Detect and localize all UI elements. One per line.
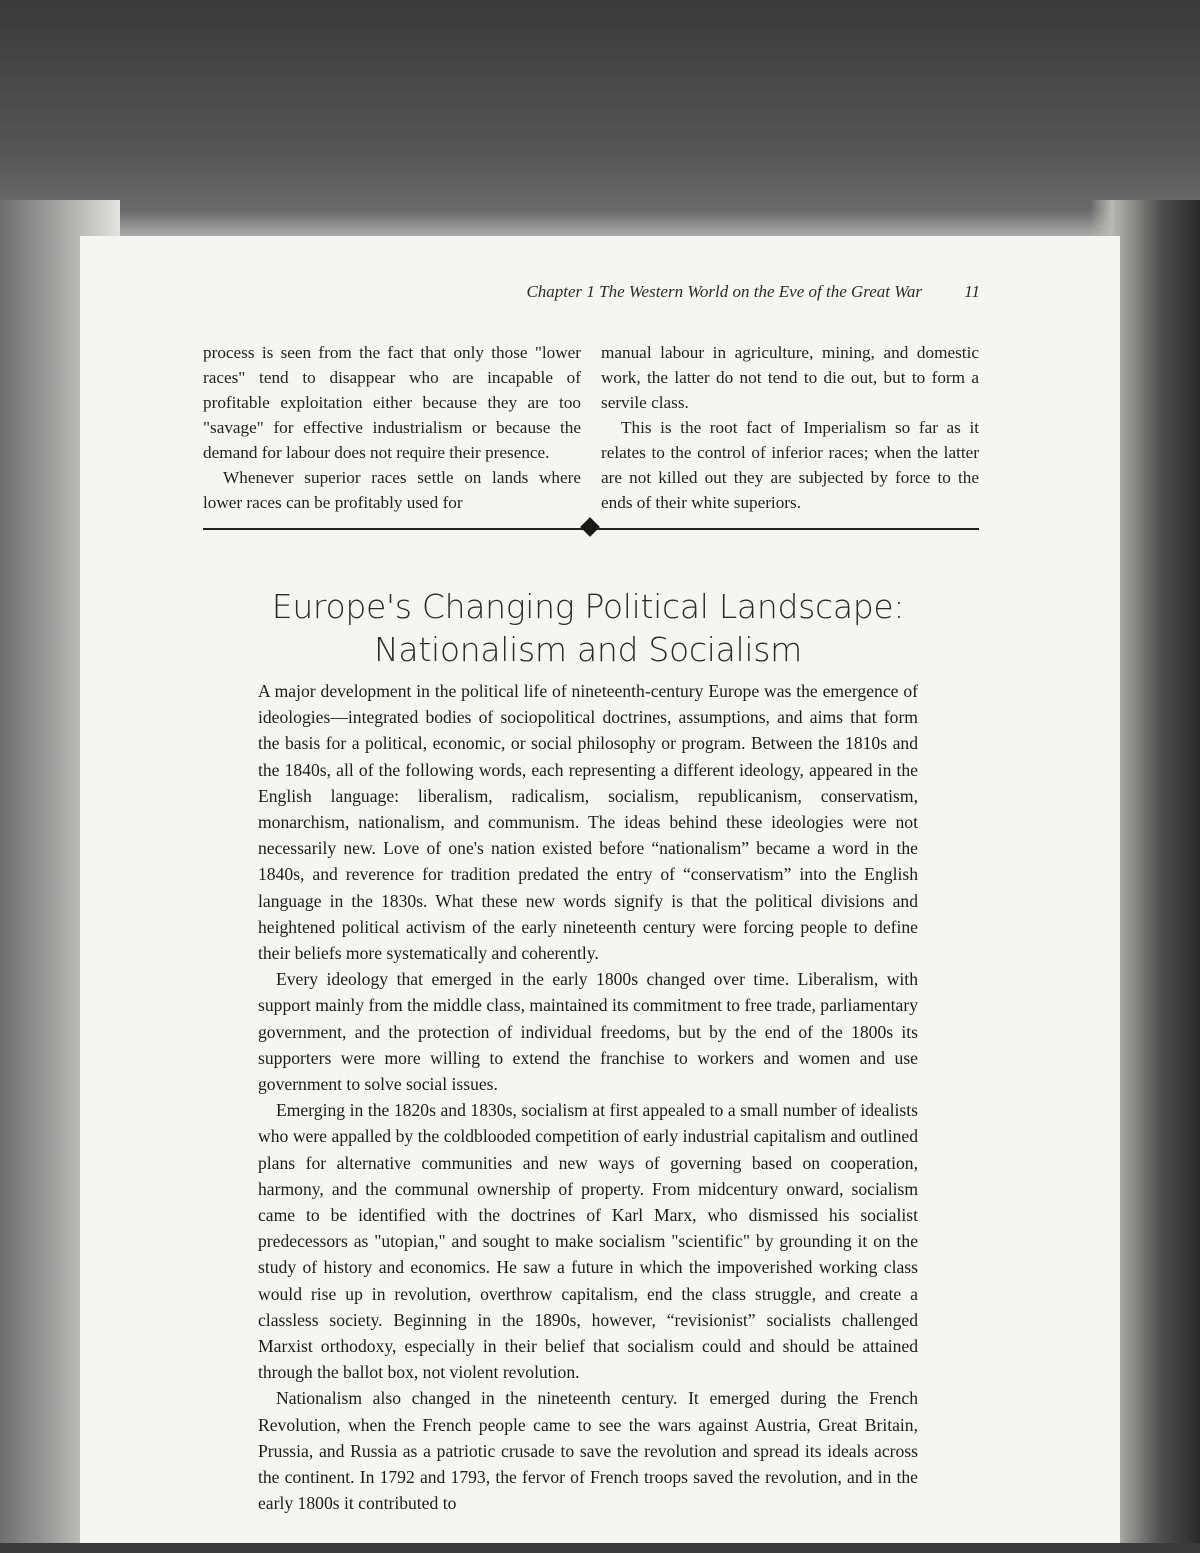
page-number: 11 bbox=[964, 282, 980, 301]
body-paragraph: A major development in the political life of nineteenth-century Europe was the emergence of ideologies—integrated bodies of sociopolitical doctrines, assumptions, and aims that form the basis for a political, economic, or social philosophy or program. Between the 1810s and the 1840s, all of the following words, each representing a different ideology, appeared in the English language: liberalism, radicalism, socialism, republicanism, conservatism, monarchism, nationalism, and communism. The ideas behind these ideologies were not necessarily new. Love of one's nation existed before “nationalism” became a word in the 1840s, and reverence for tradition predated the entry of “conservatism” into the English language in the 1830s. What these new words signify is that the political divisions and heightened political activism of the early nineteenth century were forcing people to define their beliefs more systematically and coherently. bbox=[258, 681, 918, 964]
scan-edge-bottom bbox=[0, 1543, 1200, 1553]
section-body bbox=[258, 678, 918, 1517]
body-paragraph: Emerging in the 1820s and 1830s, socialism at first appealed to a small number of idealists who were appalled by the coldblooded competition of early industrial capitalism and outlined plans for alternative communities and new ways of governing based on cooperation, harmony, and the communal ownership of property. From midcentury onward, socialism came to be identified with the doctrines of Karl Marx, who dismissed his socialist predecessors as "utopian," and sought to make socialism "scientific" by grounding it on the study of history and economics. He saw a future in which the impoverished working class would rise up in revolution, overthrow capitalism, end the class struggle, and create a classless society. Beginning in the 1890s, however, “revisionist” socialists challenged Marxist orthodoxy, especially in their belief that socialism could and should be attained through the ballot box, not violent revolution. bbox=[258, 1100, 918, 1383]
column-paragraph: process is seen from the fact that only those "lower races" tend to disappear who are incapable of profitable exploitation either because they are too "savage" for effective industrialism or because the demand for labour does not require their presence. bbox=[203, 343, 581, 462]
column-left bbox=[203, 340, 581, 515]
running-header bbox=[200, 282, 980, 308]
section-title-line: Europe's Changing Political Landscape: bbox=[271, 587, 905, 626]
body-paragraph: Every ideology that emerged in the early 1800s changed over time. Liberalism, with support mainly from the middle class, maintained its commitment to free trade, parliamentary government, and the protection of individual freedoms, but by the end of the 1800s its supporters were more willing to extend the franchise to workers and women and use government to solve social issues. bbox=[258, 969, 918, 1095]
column-paragraph: This is the root fact of Imperialism so far as it relates to the control of inferior races; when the latter are not killed out they are subjected by force to the ends of their white superiors. bbox=[601, 418, 979, 512]
column-paragraph: manual labour in agriculture, mining, and domestic work, the latter do not tend to die out, but to form a servile class. bbox=[601, 343, 979, 412]
section-title bbox=[200, 585, 976, 671]
scan-shadow-top bbox=[0, 0, 1200, 248]
section-title-line: Nationalism and Socialism bbox=[374, 630, 802, 669]
column-right bbox=[601, 340, 979, 515]
running-title: Chapter 1 The Western World on the Eve of the Great War bbox=[526, 282, 922, 301]
column-paragraph: Whenever superior races settle on lands where lower races can be profitably used for bbox=[203, 468, 581, 512]
body-paragraph: Nationalism also changed in the nineteenth century. It emerged during the French Revolution, when the French people came to see the wars against Austria, Great Britain, Prussia, and Russia as a patriotic crusade to save the revolution and spread its ideals across the continent. In 1792 and 1793, the fervor of French troops saved the revolution, and in the early 1800s it contributed to bbox=[258, 1388, 918, 1514]
